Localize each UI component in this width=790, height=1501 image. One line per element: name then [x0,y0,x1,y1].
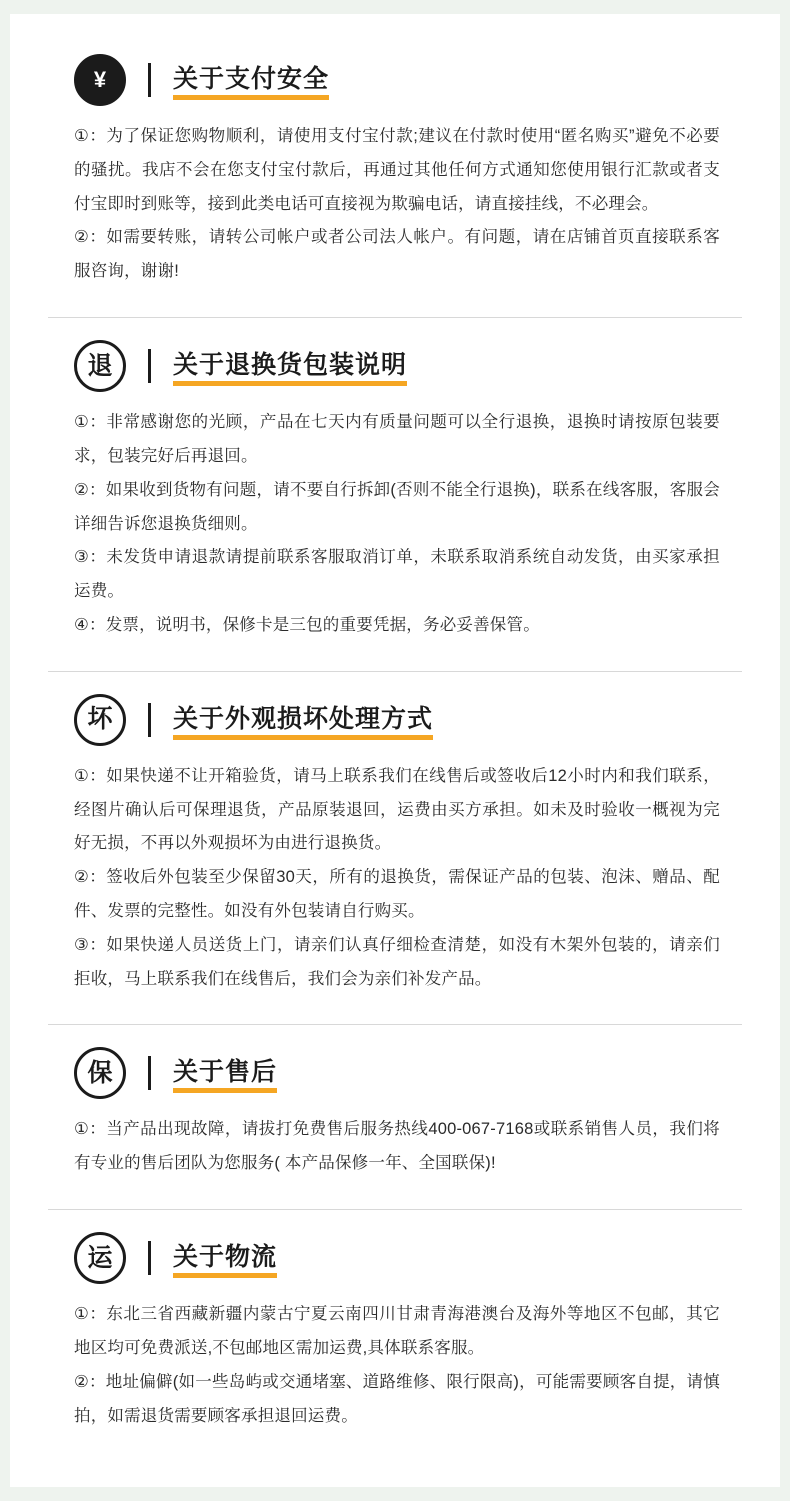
section-body [48,406,742,647]
section-after-sales [48,1024,742,1185]
paragraph: ②：签收后外包装至少保留30天，所有的退换货，需保证产品的包装、泡沫、赠品、配件、发票的完整性。如没有外包装请自行购买。 [74,868,720,920]
section-title: 关于物流 [173,1242,277,1274]
section-body [48,1113,742,1185]
header-divider [148,1241,151,1275]
section-logistics [48,1209,742,1437]
paragraph: ①：当产品出现故障，请拔打免费售后服务热线400-067-7168或联系销售人员，我们将有专业的售后团队为您服务( 本产品保修一年、全国联保)! [74,1120,720,1173]
return-badge-icon: 退 [74,340,126,392]
section-title: 关于售后 [173,1057,277,1089]
paragraph: ②：地址偏僻(如一些岛屿或交通堵塞、道路维修、限行限高)，可能需要顾客自提，请慎拍，如需退货需要顾客承担退回运费。 [74,1372,720,1425]
section-header [48,1047,742,1099]
section-return-packaging [48,317,742,647]
damage-badge-icon: 坏 [74,694,126,746]
section-header [48,340,742,392]
section-body [48,120,742,293]
paragraph: ①：非常感谢您的光顾，产品在七天内有质量问题可以全行退换，退换时请按原包装要求，包装完好后再退回。 [74,413,720,465]
section-header [48,1232,742,1284]
bottom-spacer [48,1437,742,1477]
paragraph: ②：如果收到货物有问题，请不要自行拆卸(否则不能全行退换)，联系在线客服，客服会详细告诉您退换货细则。 [74,480,720,533]
header-divider [148,1056,151,1090]
section-payment-safety [48,32,742,293]
paragraph: ②：如需要转账，请转公司帐户或者公司法人帐户。有问题，请在店铺首页直接联系客服咨询，谢谢! [74,228,720,281]
section-damage-handling [48,671,742,1001]
section-header [48,54,742,106]
warranty-badge-icon: 保 [74,1047,126,1099]
header-divider [148,349,151,383]
shipping-badge-icon: 运 [74,1232,126,1284]
paragraph: ③：如果快递人员送货上门，请亲们认真仔细检查清楚，如没有木架外包装的，请亲们拒收，马上联系我们在线售后，我们会为亲们补发产品。 [74,935,720,988]
paragraph: ④：发票，说明书，保修卡是三包的重要凭据，务必妥善保管。 [74,615,540,634]
section-title: 关于退换货包装说明 [173,350,407,382]
section-body [48,1298,742,1437]
section-header [48,694,742,746]
header-divider [148,703,151,737]
section-body [48,760,742,1001]
section-title: 关于支付安全 [173,64,329,96]
paragraph: ①：为了保证您购物顺利，请使用支付宝付款;建议在付款时使用“匿名购买”避免不必要的骚扰。我店不会在您支付宝付款后，再通过其他任何方式通知您使用银行汇款或者支付宝即时到账等，接到此类电话可直接视为欺骗电话，请直接挂线，不必理会。 [74,127,720,213]
paragraph: ①：东北三省西藏新疆内蒙古宁夏云南四川甘肃青海港澳台及海外等地区不包邮，其它地区均可免费派送,不包邮地区需加运费,具体联系客服。 [74,1305,720,1357]
header-divider [148,63,151,97]
paragraph: ①：如果快递不让开箱验货，请马上联系我们在线售后或签收后12小时内和我们联系，经图片确认后可保理退货，产品原装退回，运费由买方承担。如未及时验收一概视为完好无损，不再以外观损坏为由进行退换货。 [74,766,720,853]
section-title: 关于外观损坏处理方式 [173,704,433,736]
yen-badge-icon: ¥ [74,54,126,106]
paragraph: ③：未发货申请退款请提前联系客服取消订单，未联系取消系统自动发货，由买家承担运费。 [74,548,720,601]
